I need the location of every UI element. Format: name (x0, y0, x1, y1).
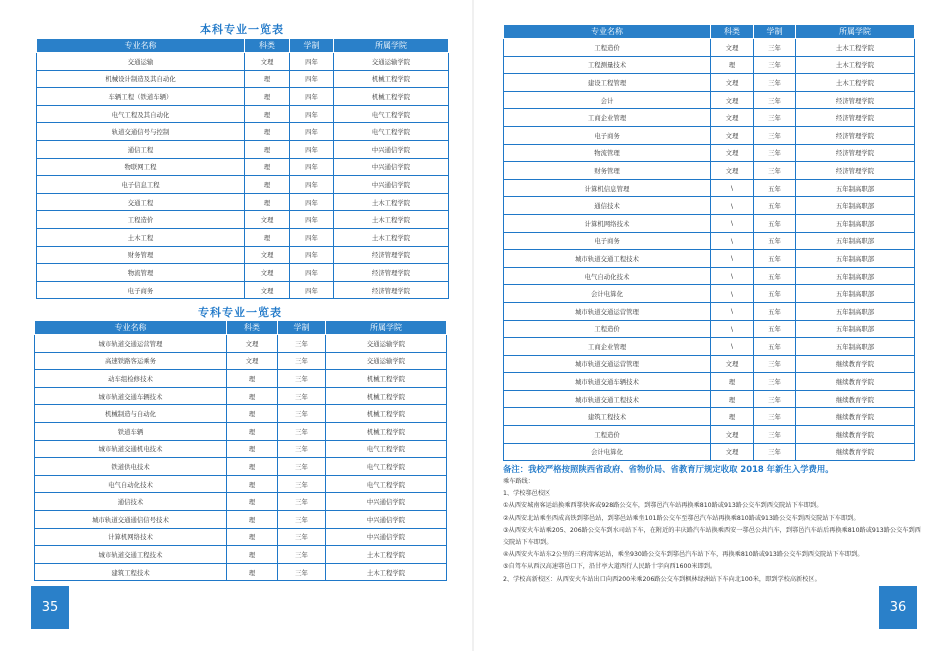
cell-college: 交通运输学院 (326, 352, 447, 370)
note-line: ③从西安火车站乘205、206路公交车到水司站下车，在附近的丰庆路汽车站换乘西安一鄠邑公共汽车，到鄠邑汽车站后再换乘810路或913路公交车到西交院站下车即到。 (503, 526, 921, 547)
table-row (37, 53, 449, 71)
cell-duration: 三年 (754, 443, 796, 461)
cell-college: 继续教育学院 (796, 355, 915, 373)
cell-major-name: 通信技术 (35, 493, 227, 511)
table-row (35, 335, 447, 353)
cell-category: 文理 (711, 144, 754, 162)
cell-category: \ (711, 302, 754, 320)
cell-category: 理 (245, 88, 290, 106)
cell-duration: 三年 (754, 408, 796, 426)
cell-duration: 四年 (290, 228, 334, 246)
cell-major-name: 交通运输 (37, 53, 245, 71)
bachelor-majors-table (36, 38, 449, 299)
cell-duration: 五年 (754, 214, 796, 232)
page-number-right: 36 (879, 586, 917, 629)
cell-major-name: 会计电算化 (504, 443, 711, 461)
cell-category: 文理 (711, 39, 754, 57)
cell-duration: 三年 (278, 493, 326, 511)
cell-duration: 三年 (754, 74, 796, 92)
cell-college: 经济管理学院 (334, 281, 449, 299)
cell-duration: 五年 (754, 302, 796, 320)
cell-major-name: 机械制造与自动化 (35, 405, 227, 423)
cell-major-name: 铁道供电技术 (35, 458, 227, 476)
cell-category: 理 (227, 370, 278, 388)
cell-major-name: 城市轨道交通运营管理 (35, 335, 227, 353)
cell-college: 交通运输学院 (326, 335, 447, 353)
cell-category: 文理 (245, 264, 290, 282)
cell-college: 中兴通信学院 (334, 176, 449, 194)
cell-major-name: 工程造价 (37, 211, 245, 229)
cell-duration: 三年 (754, 126, 796, 144)
table-row (504, 56, 915, 74)
cell-college: 五年制高职部 (796, 214, 915, 232)
cell-duration: 四年 (290, 264, 334, 282)
cell-college: 电气工程学院 (326, 475, 447, 493)
notes-section (503, 462, 923, 586)
cell-major-name: 物联网工程 (37, 158, 245, 176)
cell-category: 理 (227, 510, 278, 528)
header-category: 科类 (711, 25, 754, 39)
cell-college: 五年制高职部 (796, 179, 915, 197)
cell-major-name: 工商企业管理 (504, 109, 711, 127)
cell-duration: 三年 (278, 335, 326, 353)
cell-duration: 三年 (754, 162, 796, 180)
cell-major-name: 会计电算化 (504, 285, 711, 303)
table-row (37, 158, 449, 176)
cell-major-name: 土木工程 (37, 228, 245, 246)
cell-category: \ (711, 338, 754, 356)
cell-college: 电气工程学院 (326, 458, 447, 476)
cell-college: 机械工程学院 (326, 422, 447, 440)
cell-duration: 四年 (290, 211, 334, 229)
cell-major-name: 通信工程 (37, 140, 245, 158)
cell-major-name: 计算机网络技术 (35, 528, 227, 546)
associate-majors-table (34, 320, 447, 581)
cell-college: 机械工程学院 (326, 387, 447, 405)
table-row (35, 405, 447, 423)
cell-duration: 三年 (754, 355, 796, 373)
table-row (35, 387, 447, 405)
cell-category: 理 (227, 493, 278, 511)
cell-major-name: 财务管理 (37, 246, 245, 264)
cell-college: 交通运输学院 (334, 53, 449, 71)
cell-duration: 五年 (754, 267, 796, 285)
cell-college: 电气工程学院 (334, 105, 449, 123)
cell-college: 电气工程学院 (334, 123, 449, 141)
table-row (504, 443, 915, 461)
cell-major-name: 高速铁路客运乘务 (35, 352, 227, 370)
table-row (504, 91, 915, 109)
cell-category: 理 (227, 458, 278, 476)
table-row (35, 440, 447, 458)
cell-college: 经济管理学院 (796, 109, 915, 127)
table-row (37, 211, 449, 229)
cell-major-name: 工程造价 (504, 39, 711, 57)
table-row (504, 302, 915, 320)
cell-category: 理 (227, 528, 278, 546)
cell-major-name: 轨道交通信号与控制 (37, 123, 245, 141)
cell-major-name: 物流管理 (37, 264, 245, 282)
cell-category: 理 (711, 390, 754, 408)
table-row (504, 355, 915, 373)
cell-major-name: 工程测量技术 (504, 56, 711, 74)
cell-college: 五年制高职部 (796, 232, 915, 250)
table-row (35, 422, 447, 440)
cell-major-name: 建设工程管理 (504, 74, 711, 92)
cell-duration: 三年 (278, 475, 326, 493)
cell-category: 理 (227, 387, 278, 405)
cell-duration: 三年 (278, 405, 326, 423)
cell-college: 五年制高职部 (796, 338, 915, 356)
cell-college: 继续教育学院 (796, 443, 915, 461)
cell-duration: 三年 (278, 510, 326, 528)
cell-duration: 三年 (754, 39, 796, 57)
cell-duration: 三年 (754, 373, 796, 391)
cell-college: 经济管理学院 (796, 91, 915, 109)
cell-category: 文理 (227, 335, 278, 353)
cell-college: 土木工程学院 (796, 74, 915, 92)
cell-duration: 五年 (754, 250, 796, 268)
table-row (504, 338, 915, 356)
cell-category: 文理 (711, 426, 754, 444)
bachelor-table-title: 本科专业一览表 (200, 23, 284, 36)
cell-duration: 三年 (278, 546, 326, 564)
cell-duration: 四年 (290, 105, 334, 123)
cell-category: 理 (245, 228, 290, 246)
cell-college: 土木工程学院 (796, 39, 915, 57)
cell-duration: 五年 (754, 338, 796, 356)
cell-duration: 五年 (754, 285, 796, 303)
cell-major-name: 电气自动化技术 (35, 475, 227, 493)
table-row (35, 546, 447, 564)
table-row (504, 373, 915, 391)
table-row (37, 193, 449, 211)
cell-major-name: 机械设计制造及其自动化 (37, 70, 245, 88)
cell-category: 理 (245, 105, 290, 123)
table-row (35, 510, 447, 528)
cell-duration: 三年 (278, 440, 326, 458)
cell-college: 继续教育学院 (796, 390, 915, 408)
header-duration: 学制 (278, 321, 326, 335)
cell-category: 文理 (711, 443, 754, 461)
cell-major-name: 电子商务 (37, 281, 245, 299)
cell-major-name: 计算机信息管理 (504, 179, 711, 197)
table-row (504, 214, 915, 232)
table-row (504, 126, 915, 144)
cell-duration: 五年 (754, 197, 796, 215)
header-category: 科类 (227, 321, 278, 335)
note-line: ④从西安火车站东2公里的三府湾客运站，乘坐930路公交车到鄠邑汽车站下车，再换乘810路或913路公交车到西交院站下车即到。 (503, 551, 864, 559)
note-line: ①从西安城南客运站换乘西鄠快客或928路公交车，到鄠邑汽车站再换乘810路或913路公交车到西交院站下车即到。 (503, 502, 823, 510)
cell-college: 继续教育学院 (796, 426, 915, 444)
table-row (37, 70, 449, 88)
table-row (35, 458, 447, 476)
cell-category: 文理 (245, 53, 290, 71)
cell-category: 理 (711, 373, 754, 391)
cell-college: 机械工程学院 (326, 405, 447, 423)
cell-category: 文理 (711, 162, 754, 180)
table-row (504, 179, 915, 197)
table-row (37, 88, 449, 106)
cell-duration: 四年 (290, 70, 334, 88)
cell-college: 经济管理学院 (796, 144, 915, 162)
cell-category: 文理 (227, 352, 278, 370)
cell-college: 机械工程学院 (334, 88, 449, 106)
table-row (35, 370, 447, 388)
cell-duration: 四年 (290, 176, 334, 194)
note-line: ⑤自驾车从西汉高速鄠邑口下，沿甘亭大道西行人民路十字向西1600米即到。 (503, 563, 717, 571)
cell-duration: 三年 (278, 352, 326, 370)
table-row (37, 264, 449, 282)
cell-major-name: 城市轨道交通车辆技术 (504, 373, 711, 391)
table-row (37, 176, 449, 194)
cell-category: 文理 (711, 109, 754, 127)
cell-duration: 四年 (290, 123, 334, 141)
cell-major-name: 电气自动化技术 (504, 267, 711, 285)
table-row (504, 39, 915, 57)
page-number-left: 35 (31, 586, 69, 629)
table-header-row (37, 39, 449, 53)
header-college: 所属学院 (796, 25, 915, 39)
cell-duration: 三年 (754, 144, 796, 162)
cell-duration: 三年 (754, 426, 796, 444)
header-category: 科类 (245, 39, 290, 53)
cell-major-name: 动车组检修技术 (35, 370, 227, 388)
cell-major-name: 物流管理 (504, 144, 711, 162)
cell-category: 理 (245, 140, 290, 158)
cell-category: 理 (245, 193, 290, 211)
cell-college: 五年制高职部 (796, 250, 915, 268)
cell-college: 经济管理学院 (796, 162, 915, 180)
cell-major-name: 工程造价 (504, 426, 711, 444)
table-row (35, 475, 447, 493)
cell-major-name: 计算机网络技术 (504, 214, 711, 232)
cell-major-name: 电子商务 (504, 126, 711, 144)
cell-major-name: 建筑工程技术 (504, 408, 711, 426)
cell-college: 土木工程学院 (334, 211, 449, 229)
cell-category: 文理 (245, 211, 290, 229)
cell-college: 中兴通信学院 (326, 493, 447, 511)
cell-duration: 三年 (754, 91, 796, 109)
header-college: 所属学院 (326, 321, 447, 335)
cell-major-name: 城市轨道交通车辆技术 (35, 387, 227, 405)
cell-category: 理 (245, 123, 290, 141)
cell-college: 五年制高职部 (796, 197, 915, 215)
cell-category: \ (711, 214, 754, 232)
table-row (37, 246, 449, 264)
cell-college: 机械工程学院 (326, 370, 447, 388)
cell-category: 理 (245, 176, 290, 194)
table-row (504, 285, 915, 303)
cell-category: 理 (711, 56, 754, 74)
cell-category: 理 (245, 158, 290, 176)
header-major: 专业名称 (504, 25, 711, 39)
cell-major-name: 城市轨道交通运营管理 (504, 302, 711, 320)
note-line: 1、学校鄠邑校区 (503, 490, 551, 498)
cell-major-name: 城市轨道交通运营管理 (504, 355, 711, 373)
cell-major-name: 城市轨道交通通信信号技术 (35, 510, 227, 528)
cell-category: 理 (227, 405, 278, 423)
cell-college: 土木工程学院 (796, 56, 915, 74)
table-row (504, 250, 915, 268)
header-major: 专业名称 (37, 39, 245, 53)
cell-category: \ (711, 179, 754, 197)
table-row (35, 352, 447, 370)
cell-major-name: 交通工程 (37, 193, 245, 211)
table-row (504, 267, 915, 285)
cell-major-name: 铁道车辆 (35, 422, 227, 440)
cell-category: 文理 (245, 281, 290, 299)
cell-duration: 五年 (754, 320, 796, 338)
cell-college: 机械工程学院 (334, 70, 449, 88)
cell-college: 经济管理学院 (334, 264, 449, 282)
cell-duration: 三年 (754, 109, 796, 127)
table-row (35, 528, 447, 546)
cell-category: \ (711, 232, 754, 250)
cell-college: 五年制高职部 (796, 320, 915, 338)
cell-duration: 四年 (290, 140, 334, 158)
table-row (37, 281, 449, 299)
cell-category: 理 (245, 70, 290, 88)
cell-college: 经济管理学院 (796, 126, 915, 144)
cell-major-name: 城市轨道交通工程技术 (35, 546, 227, 564)
cell-duration: 三年 (278, 528, 326, 546)
table-row (504, 232, 915, 250)
cell-duration: 四年 (290, 193, 334, 211)
cell-category: 文理 (711, 355, 754, 373)
cell-duration: 三年 (754, 56, 796, 74)
cell-major-name: 工程造价 (504, 320, 711, 338)
cell-category: \ (711, 285, 754, 303)
cell-category: \ (711, 267, 754, 285)
cell-category: 文理 (711, 126, 754, 144)
associate-majors-table-continued (503, 24, 915, 461)
cell-duration: 四年 (290, 246, 334, 264)
fee-remark: 备注：我校严格按照陕西省政府、省物价局、省教育厅规定收取 2018 年新生入学费用。 (503, 464, 834, 474)
header-college: 所属学院 (334, 39, 449, 53)
cell-category: 理 (227, 440, 278, 458)
associate-table-title: 专科专业一览表 (198, 306, 282, 319)
table-row (37, 105, 449, 123)
table-row (504, 197, 915, 215)
table-row (504, 390, 915, 408)
cell-college: 土木工程学院 (326, 546, 447, 564)
cell-major-name: 通信技术 (504, 197, 711, 215)
note-line: 乘车路线： (503, 478, 534, 485)
cell-college: 五年制高职部 (796, 285, 915, 303)
cell-major-name: 建筑工程技术 (35, 563, 227, 581)
table-row (35, 493, 447, 511)
cell-college: 中兴通信学院 (334, 158, 449, 176)
table-row (37, 123, 449, 141)
header-duration: 学制 (290, 39, 334, 53)
cell-category: 理 (227, 475, 278, 493)
cell-duration: 三年 (278, 422, 326, 440)
cell-major-name: 电子商务 (504, 232, 711, 250)
cell-duration: 五年 (754, 232, 796, 250)
cell-duration: 三年 (278, 563, 326, 581)
cell-major-name: 工商企业管理 (504, 338, 711, 356)
cell-category: \ (711, 320, 754, 338)
cell-major-name: 会计 (504, 91, 711, 109)
cell-major-name: 城市轨道交通机电技术 (35, 440, 227, 458)
note-line: 2、学校高新校区：从西安火车站出口向西200米乘206路公交车到枫林绿洲站下车向北100米，即到学校高新校区。 (503, 575, 821, 583)
table-row (504, 320, 915, 338)
cell-college: 五年制高职部 (796, 302, 915, 320)
cell-college: 中兴通信学院 (334, 140, 449, 158)
cell-major-name: 城市轨道交通工程技术 (504, 250, 711, 268)
header-duration: 学制 (754, 25, 796, 39)
cell-major-name: 电子信息工程 (37, 176, 245, 194)
cell-college: 继续教育学院 (796, 408, 915, 426)
cell-college: 中兴通信学院 (326, 528, 447, 546)
cell-category: 文理 (245, 246, 290, 264)
cell-category: 文理 (711, 91, 754, 109)
note-line: ②从西安北站乘坐西成高铁到鄠邑站，到鄠邑站乘坐101路公交车至鄠邑汽车站再换乘810路或913路公交车到西交院站下车即到。 (503, 514, 860, 522)
cell-college: 五年制高职部 (796, 267, 915, 285)
table-row (35, 563, 447, 581)
cell-duration: 三年 (754, 390, 796, 408)
cell-duration: 三年 (278, 370, 326, 388)
cell-category: 理 (227, 563, 278, 581)
cell-major-name: 车辆工程（铁道车辆） (37, 88, 245, 106)
table-row (504, 162, 915, 180)
cell-category: 理 (711, 408, 754, 426)
table-row (37, 228, 449, 246)
table-row (504, 109, 915, 127)
cell-major-name: 城市轨道交通工程技术 (504, 390, 711, 408)
cell-duration: 五年 (754, 179, 796, 197)
cell-college: 中兴通信学院 (326, 510, 447, 528)
table-row (504, 426, 915, 444)
cell-duration: 三年 (278, 387, 326, 405)
table-row (37, 140, 449, 158)
cell-category: \ (711, 197, 754, 215)
cell-duration: 四年 (290, 158, 334, 176)
table-row (504, 408, 915, 426)
cell-college: 电气工程学院 (326, 440, 447, 458)
cell-duration: 三年 (278, 458, 326, 476)
cell-duration: 四年 (290, 281, 334, 299)
cell-category: 理 (227, 546, 278, 564)
cell-college: 经济管理学院 (334, 246, 449, 264)
cell-college: 土木工程学院 (334, 228, 449, 246)
cell-college: 继续教育学院 (796, 373, 915, 391)
cell-category: \ (711, 250, 754, 268)
cell-college: 土木工程学院 (334, 193, 449, 211)
table-header-row (504, 25, 915, 39)
header-major: 专业名称 (35, 321, 227, 335)
cell-major-name: 财务管理 (504, 162, 711, 180)
bus-route-notes (503, 476, 923, 586)
table-row (504, 144, 915, 162)
cell-duration: 四年 (290, 53, 334, 71)
cell-college: 土木工程学院 (326, 563, 447, 581)
cell-major-name: 电气工程及其自动化 (37, 105, 245, 123)
table-header-row (35, 321, 447, 335)
cell-category: 理 (227, 422, 278, 440)
cell-category: 文理 (711, 74, 754, 92)
cell-duration: 四年 (290, 88, 334, 106)
table-row (504, 74, 915, 92)
